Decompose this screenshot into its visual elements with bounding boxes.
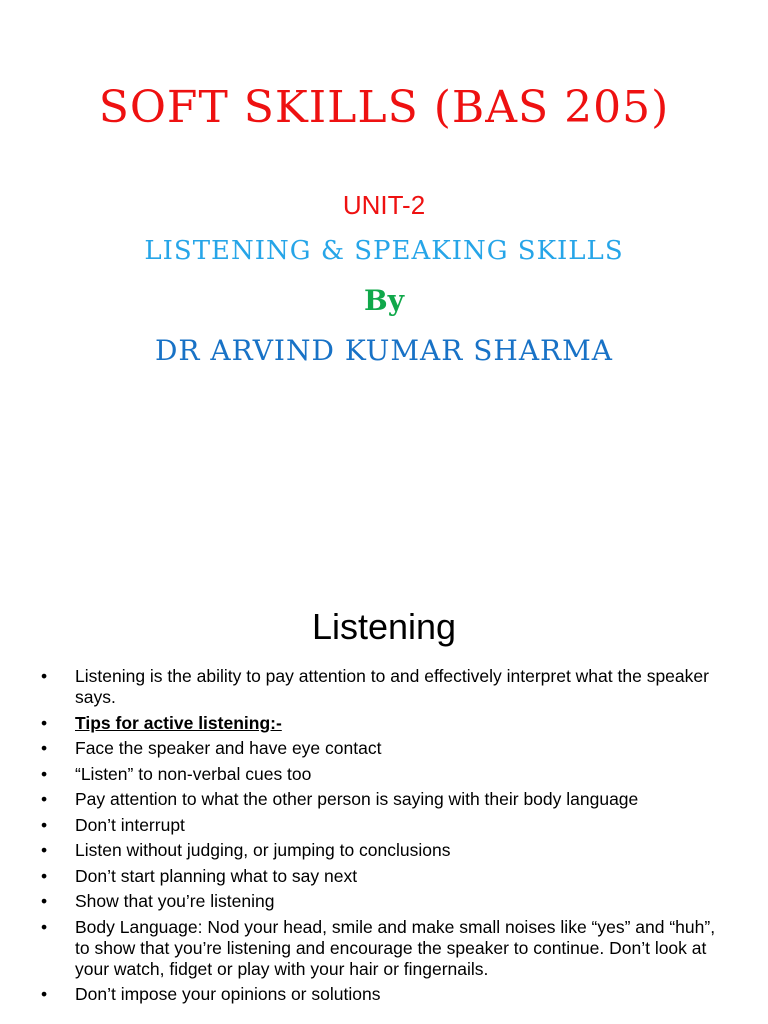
- list-item: • Show that you’re listening: [41, 891, 275, 911]
- bullet-icon: •: [41, 916, 48, 937]
- by-label: By: [364, 284, 404, 317]
- unit-label: UNIT-2: [342, 190, 426, 220]
- list-item: • Listen without judging, or jumping to conclusions: [41, 840, 451, 860]
- bullet-icon: •: [41, 738, 48, 758]
- bullet-icon: •: [41, 712, 48, 733]
- list-item: • Body Language: Nod your head, smile and make small noises like “yes” and “huh”, to show that you’re listening and encourage the speaker to continue. Don’t look at your watch, fidget or play with your hair or fingernails.: [41, 916, 716, 979]
- list-item: • Face the speaker and have eye contact: [41, 738, 382, 758]
- list-item-tips-heading: • Tips for active listening:-: [41, 712, 282, 733]
- bullet-icon: •: [41, 814, 48, 835]
- bullet-icon: •: [41, 865, 48, 886]
- unit-subtitle: LISTENING & SPEAKING SKILLS: [144, 236, 624, 266]
- course-title: SOFT SKILLS (BAS 205): [98, 82, 670, 133]
- listening-slide: [0, 576, 768, 1024]
- bullet-icon: •: [41, 891, 48, 911]
- list-item: • Pay attention to what the other person is saying with their body language: [41, 789, 639, 809]
- slide-title: Listening: [311, 606, 457, 647]
- list-item: • Don’t impose your opinions or solutions: [41, 984, 381, 1004]
- list-item: • Don’t start planning what to say next: [41, 865, 358, 886]
- bullet-icon: •: [41, 984, 48, 1004]
- bullet-icon: •: [41, 840, 48, 860]
- author-name: DR ARVIND KUMAR SHARMA: [154, 334, 614, 367]
- bullet-icon: •: [41, 789, 48, 809]
- list-item: • “Listen” to non-verbal cues too: [41, 763, 312, 784]
- bullet-icon: •: [41, 666, 48, 686]
- bullet-icon: •: [41, 763, 48, 784]
- list-item: • Listening is the ability to pay attention to and effectively interpret what the speaker says.: [41, 666, 709, 707]
- bullet-list: [38, 666, 728, 1010]
- list-item: • Don’t interrupt: [41, 814, 185, 835]
